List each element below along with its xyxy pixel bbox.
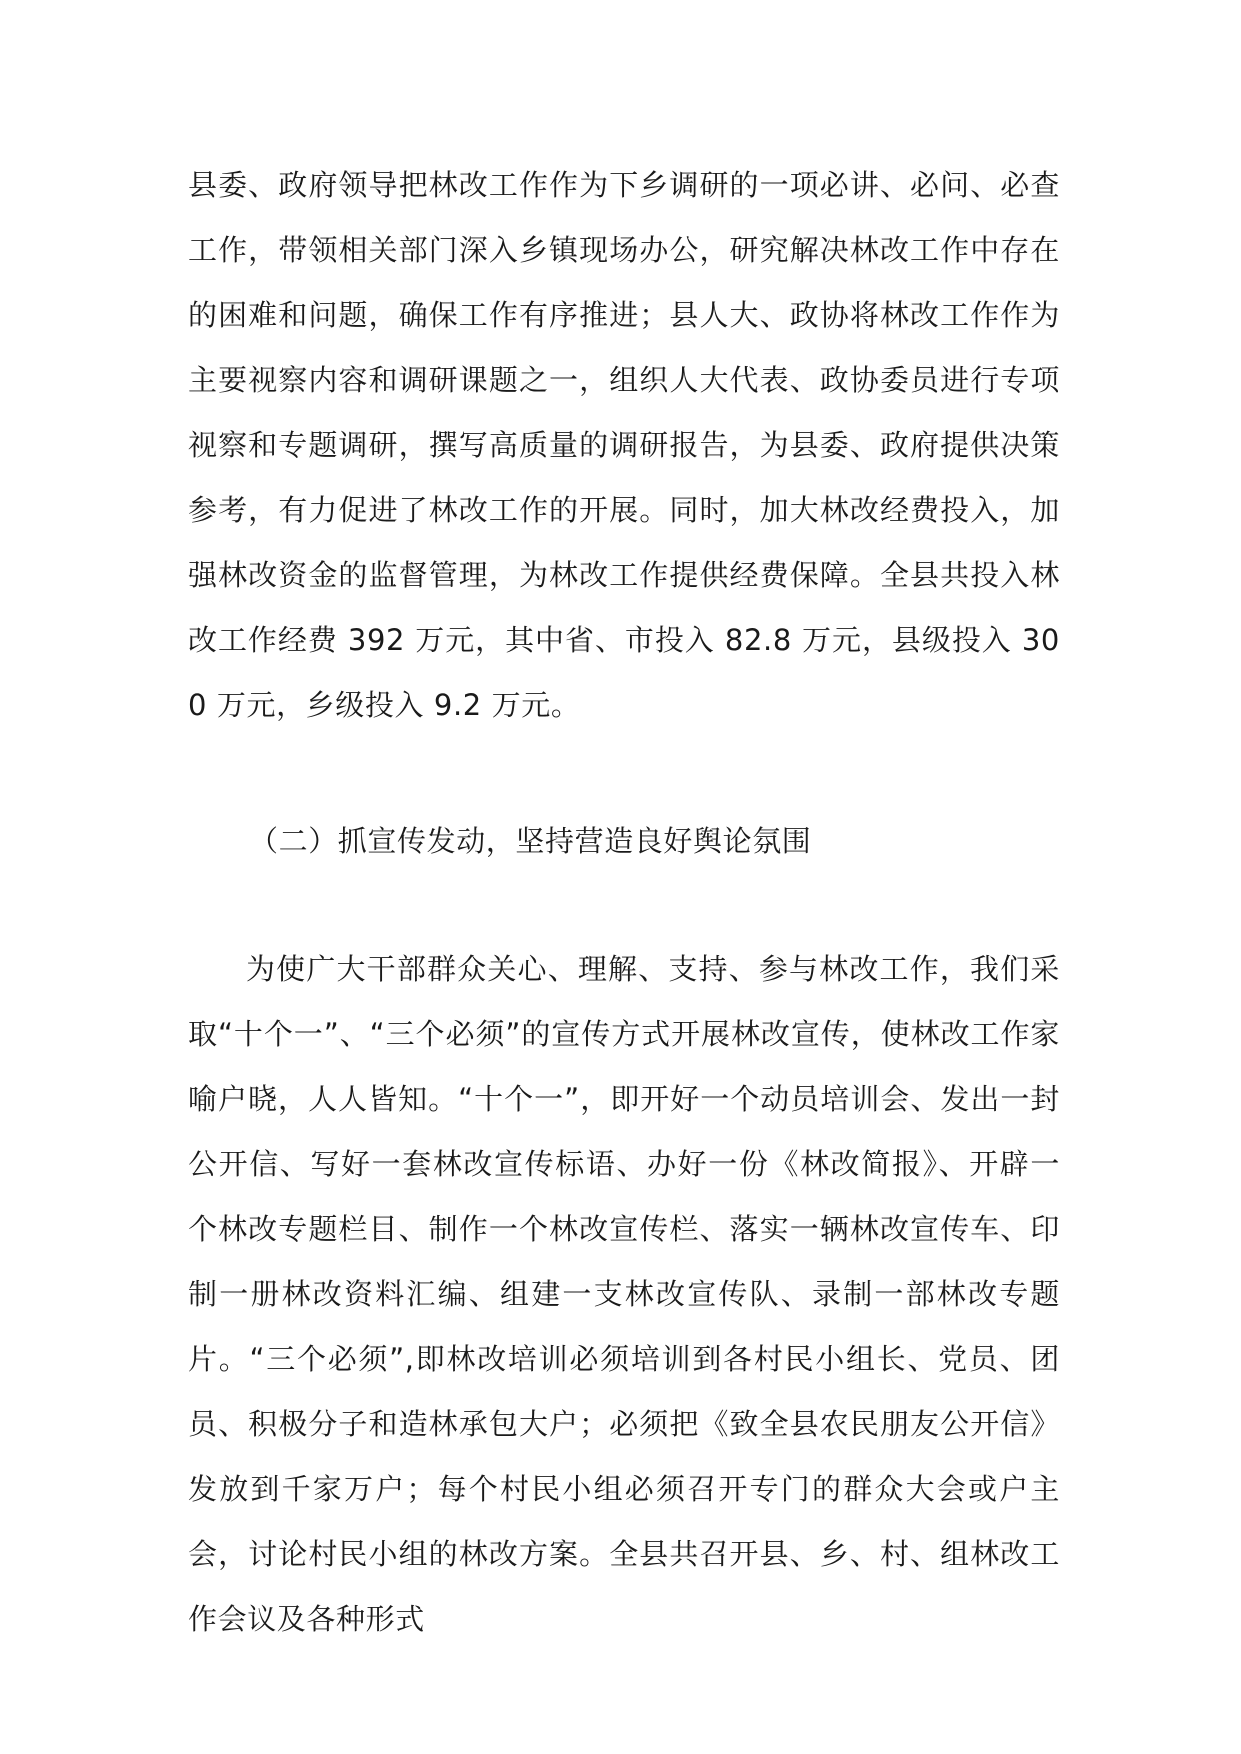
section-heading-publicity: （二）抓宣传发动，坚持营造良好舆论氛围 <box>249 824 812 858</box>
body-paragraph-funding: 县委、政府领导把林改工作作为下乡调研的一项必讲、必问、必查工作，带领相关部门深入乡镇现场办公，研究解决林改工作中存在的困难和问题，确保工作有序推进；县人大、政协将林改工作作为主要视察内容和调研课题之一，组织人大代表、政协委员进行专项视察和专题调研，撰写高质量的调研报告，为县委、政府提供决策参考，有力促进了林改工作的开展。同时，加大林改经费投入，加强林改资金的监督管理，为林改工作提供经费保障。全县共投入林改工作经费 392 万元，其中省、市投入 82.8 万元，县级投入 300 万元，乡级投入 9.2 万元。 <box>188 168 1060 722</box>
body-paragraph-publicity: 为使广大干部群众关心、理解、支持、参与林改工作，我们采取“十个一”、“三个必须”的宣传方式开展林改宣传，使林改工作家喻户晓，人人皆知。“十个一”，即开好一个动员培训会、发出一封公开信、写好一套林改宣传标语、办好一份《林改简报》、开辟一个林改专题栏目、制作一个林改宣传栏、落实一辆林改宣传车、印制一册林改资料汇编、组建一支林改宣传队、录制一部林改专题片。“三个必须”,即林改培训必须培训到各村民小组长、党员、团员、积极分子和造林承包大户；必须把《致全县农民朋友公开信》发放到千家万户；每个村民小组必须召开专门的群众大会或户主会，讨论村民小组的林改方案。全县共召开县、乡、村、组林改工作会议及各种形式 <box>188 952 1060 1636</box>
